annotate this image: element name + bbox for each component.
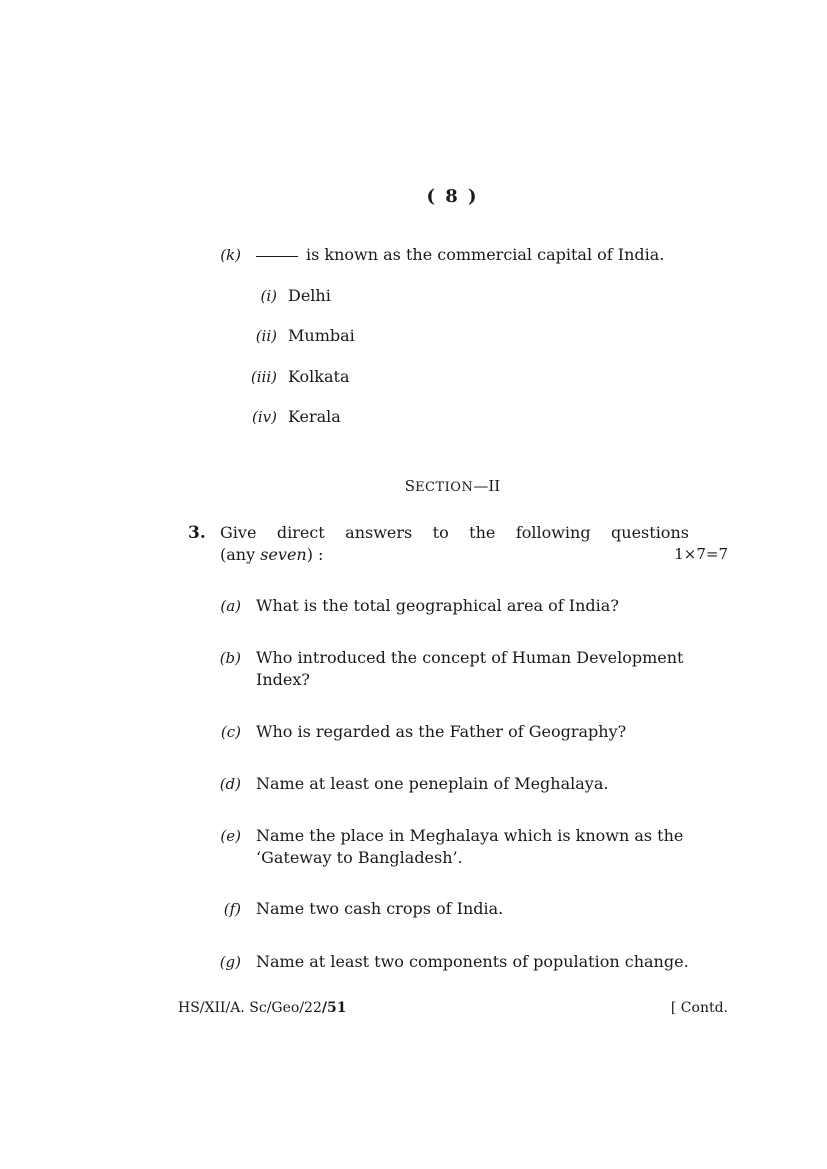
item-text: Who introduced the concept of Human Development <box>256 648 684 667</box>
item-text: ‘Gateway to Bangladesh’. <box>256 848 463 867</box>
section-rest: ECTION <box>415 480 474 495</box>
section-heading <box>0 477 827 495</box>
item-text: Name the place in Meghalaya which is known as the <box>256 826 684 845</box>
section-cap: S <box>404 477 416 495</box>
item-text: Index? <box>256 670 310 689</box>
question-3-instruction-line2 <box>220 545 323 564</box>
option-text: Delhi <box>288 286 331 305</box>
instruction-word: following <box>515 523 591 542</box>
continued-note: [ Contd. <box>670 1000 728 1016</box>
question-k-text <box>256 245 664 264</box>
item-label: (a) <box>220 597 241 615</box>
item-label: (c) <box>220 723 241 741</box>
item-text: Who is regarded as the Father of Geography? <box>256 722 627 741</box>
option-label: (iii) <box>250 368 277 386</box>
paper-code <box>178 1000 346 1016</box>
item-label: (e) <box>220 827 241 845</box>
item-label: (b) <box>219 649 241 667</box>
instruction-text: ) : <box>306 545 324 564</box>
option-label: (iv) <box>252 408 277 426</box>
answer-blank <box>256 256 298 257</box>
question-k-stem: is known as the commercial capital of India. <box>306 245 665 264</box>
item-text: Name two cash crops of India. <box>256 899 504 918</box>
item-label: (f) <box>223 900 241 918</box>
instruction-word: questions <box>611 523 689 542</box>
marks-allocation: 1×7=7 <box>674 545 728 563</box>
question-number: 3. <box>188 523 206 543</box>
question-3-instruction <box>220 523 689 542</box>
item-text: Name at least one peneplain of Meghalaya. <box>256 774 609 793</box>
option-label: (ii) <box>255 327 277 345</box>
option-text: Kerala <box>288 407 341 426</box>
instruction-word: the <box>469 523 496 542</box>
instruction-word: to <box>432 523 449 542</box>
item-label: (g) <box>219 953 241 971</box>
item-text: What is the total geographical area of India? <box>256 596 619 615</box>
instruction-emphasis: seven <box>260 545 307 564</box>
option-text: Mumbai <box>288 326 355 345</box>
item-label: (d) <box>219 775 241 793</box>
option-text: Kolkata <box>288 367 350 386</box>
paper-code-bold: /51 <box>321 1000 347 1016</box>
item-text: Name at least two components of population change. <box>256 952 689 971</box>
question-k-label: (k) <box>220 246 241 264</box>
section-suffix: —II <box>473 477 501 495</box>
instruction-word: direct <box>276 523 325 542</box>
option-label: (i) <box>260 287 277 305</box>
paper-code-text: HS/XII/A. Sc/Geo/22 <box>178 1000 322 1016</box>
instruction-word: answers <box>345 523 413 542</box>
instruction-word: Give <box>220 523 257 542</box>
page-number: ( 8 ) <box>426 186 479 207</box>
instruction-text: (any <box>220 545 261 564</box>
